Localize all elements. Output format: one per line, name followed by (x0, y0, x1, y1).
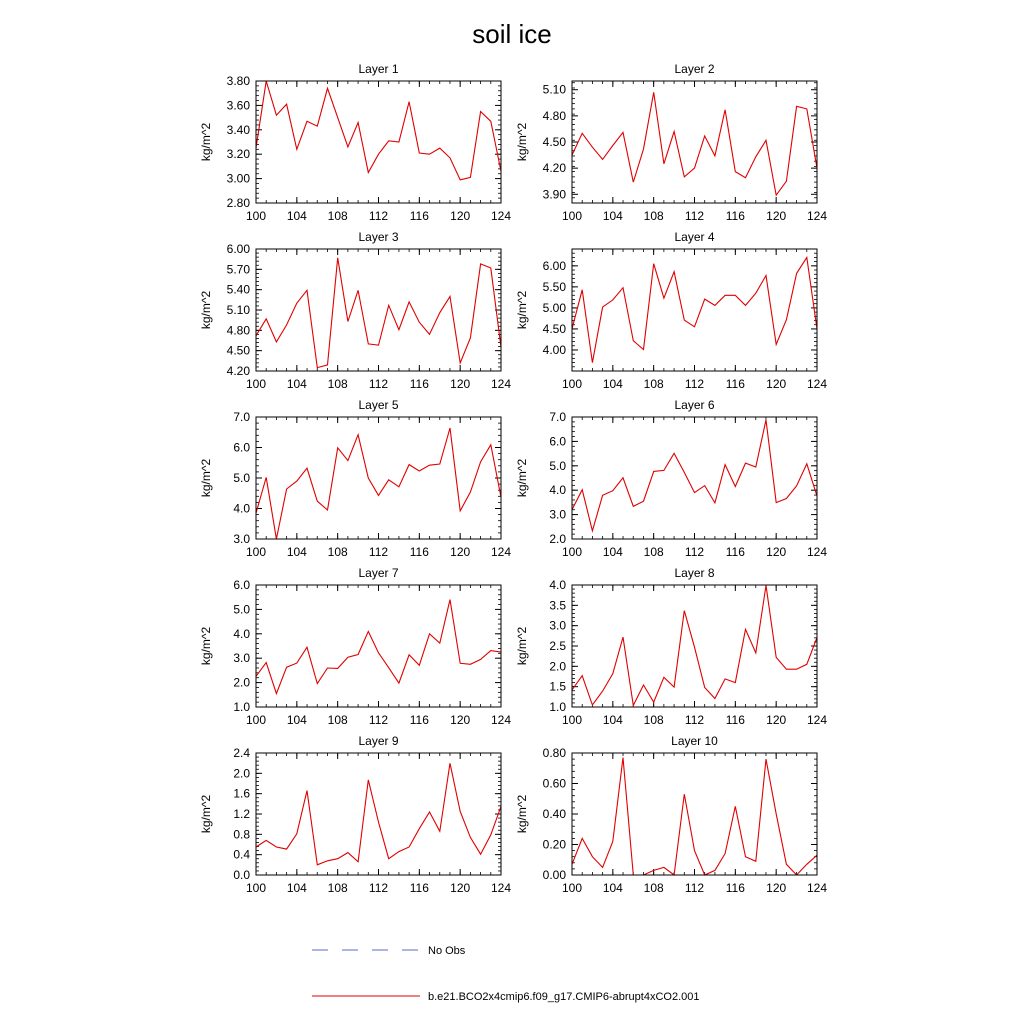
panel-2 (515, 62, 827, 223)
x-tick-label: 104 (286, 545, 307, 559)
x-tick-label: 116 (725, 713, 745, 727)
y-tick-label: 1.5 (549, 679, 566, 694)
series-line (572, 420, 817, 531)
panel-title: Layer 10 (671, 734, 718, 748)
plot-frame (256, 753, 501, 875)
panel-title: Layer 6 (674, 398, 715, 412)
panels (199, 62, 827, 895)
legend-label-model: b.e21.BCO2x4cmip6.f09_g17.CMIP6-abrupt4xCO2.001 (428, 991, 700, 1003)
x-tick-label: 108 (327, 209, 348, 223)
y-tick-label: 5.10 (226, 303, 250, 317)
x-tick-label: 116 (409, 377, 429, 391)
y-tick-label: 4.80 (542, 108, 566, 123)
x-tick-label: 116 (725, 377, 745, 391)
panel-title: Layer 4 (674, 230, 715, 244)
y-tick-label: 3.60 (226, 98, 250, 113)
x-tick-label: 104 (602, 209, 623, 223)
x-tick-label: 124 (806, 713, 828, 727)
y-tick-label: 2.0 (233, 766, 250, 781)
plot-frame (572, 81, 817, 203)
x-tick-label: 116 (409, 713, 429, 727)
legend (312, 945, 700, 1003)
series-line (572, 585, 817, 705)
plot-frame (256, 81, 501, 203)
x-tick-label: 124 (806, 881, 828, 895)
x-tick-label: 108 (643, 377, 664, 391)
panel-5 (199, 398, 511, 559)
x-tick-label: 120 (450, 545, 471, 559)
x-tick-label: 108 (643, 881, 664, 895)
series-line (572, 758, 817, 875)
plot-frame (256, 585, 501, 707)
y-tick-label: 3.0 (549, 507, 566, 522)
y-tick-label: 5.70 (226, 262, 250, 277)
y-axis-label: kg/m^2 (199, 122, 213, 162)
x-tick-label: 120 (450, 377, 471, 391)
y-axis-label: kg/m^2 (515, 626, 529, 666)
figure-title: soil ice (472, 19, 552, 49)
y-tick-label: 5.0 (549, 458, 566, 473)
series-line (572, 257, 817, 362)
x-tick-label: 112 (368, 881, 389, 895)
y-tick-label: 2.5 (549, 639, 566, 653)
y-tick-label: 6.0 (233, 440, 250, 455)
series-line (256, 428, 501, 539)
y-axis-label: kg/m^2 (515, 290, 529, 330)
x-tick-label: 108 (327, 545, 348, 559)
y-tick-label: 3.20 (226, 147, 250, 162)
y-tick-label: 4.20 (542, 161, 566, 176)
y-tick-label: 3.40 (226, 122, 250, 137)
y-tick-label: 3.0 (549, 618, 566, 633)
x-tick-label: 100 (561, 377, 583, 391)
x-tick-label: 112 (684, 881, 705, 895)
x-tick-label: 104 (602, 713, 623, 727)
y-axis-label: kg/m^2 (199, 794, 213, 834)
y-tick-label: 1.0 (549, 700, 566, 714)
y-tick-label: 2.0 (233, 675, 250, 690)
x-tick-label: 112 (368, 209, 389, 223)
y-tick-label: 0.80 (542, 746, 566, 760)
x-tick-label: 116 (409, 545, 429, 559)
y-tick-label: 6.0 (233, 578, 250, 592)
x-tick-label: 104 (602, 545, 623, 559)
y-tick-label: 3.0 (233, 651, 250, 666)
x-tick-label: 112 (684, 209, 705, 223)
x-tick-label: 120 (450, 713, 471, 727)
x-tick-label: 124 (490, 713, 512, 727)
x-tick-label: 100 (245, 713, 267, 727)
x-tick-label: 108 (643, 713, 664, 727)
x-tick-label: 100 (245, 209, 267, 223)
x-tick-label: 124 (490, 377, 512, 391)
x-tick-label: 120 (766, 713, 787, 727)
y-tick-label: 5.0 (233, 471, 250, 485)
y-tick-label: 4.20 (226, 364, 250, 378)
y-tick-label: 4.80 (226, 323, 250, 338)
y-tick-label: 2.4 (233, 746, 250, 760)
y-tick-label: 0.00 (542, 868, 566, 882)
x-tick-label: 116 (409, 881, 429, 895)
y-tick-label: 5.50 (542, 279, 566, 294)
panel-1 (199, 62, 511, 223)
y-tick-label: 5.40 (226, 282, 250, 297)
y-tick-label: 3.80 (226, 74, 250, 88)
y-tick-label: 1.0 (233, 700, 250, 714)
y-tick-label: 1.2 (233, 807, 250, 821)
y-axis-label: kg/m^2 (199, 458, 213, 498)
x-tick-label: 112 (368, 545, 389, 559)
plot-frame (572, 249, 817, 371)
x-tick-label: 100 (561, 881, 583, 895)
y-tick-label: 4.50 (542, 135, 566, 149)
x-tick-label: 104 (286, 209, 307, 223)
y-axis-label: kg/m^2 (199, 626, 213, 666)
x-tick-label: 100 (245, 545, 267, 559)
x-tick-label: 120 (766, 377, 787, 391)
y-tick-label: 4.50 (542, 321, 566, 336)
y-tick-label: 7.0 (549, 410, 566, 424)
y-tick-label: 2.0 (549, 659, 566, 674)
y-tick-label: 4.0 (549, 483, 566, 498)
y-tick-label: 0.60 (542, 776, 566, 791)
x-tick-label: 104 (286, 377, 307, 391)
x-tick-label: 120 (766, 209, 787, 223)
panel-title: Layer 1 (358, 62, 399, 76)
x-tick-label: 100 (245, 881, 267, 895)
y-tick-label: 0.20 (542, 837, 566, 852)
panel-9 (199, 734, 511, 895)
legend-label-no-obs: No Obs (428, 945, 466, 957)
x-tick-label: 112 (368, 713, 389, 727)
plot-frame (572, 753, 817, 875)
x-tick-label: 112 (684, 713, 705, 727)
x-tick-label: 108 (327, 881, 348, 895)
panel-title: Layer 9 (358, 734, 399, 748)
y-tick-label: 7.0 (233, 410, 250, 424)
x-tick-label: 120 (450, 881, 471, 895)
panel-title: Layer 3 (358, 230, 399, 244)
panel-3 (199, 230, 511, 391)
x-tick-label: 100 (561, 209, 583, 223)
series-line (256, 81, 501, 180)
x-tick-label: 112 (368, 377, 389, 391)
x-tick-label: 124 (490, 545, 512, 559)
plot-frame (572, 417, 817, 539)
y-tick-label: 0.4 (233, 847, 250, 862)
x-tick-label: 120 (450, 209, 471, 223)
y-axis-label: kg/m^2 (515, 794, 529, 834)
y-tick-label: 4.50 (226, 343, 250, 358)
x-tick-label: 100 (561, 713, 583, 727)
y-axis-label: kg/m^2 (515, 458, 529, 498)
y-tick-label: 5.0 (233, 602, 250, 617)
y-tick-label: 4.0 (549, 578, 566, 592)
x-tick-label: 120 (766, 881, 787, 895)
x-tick-label: 116 (725, 545, 745, 559)
x-tick-label: 104 (602, 881, 623, 895)
y-axis-label: kg/m^2 (515, 122, 529, 162)
series-line (256, 258, 501, 368)
y-tick-label: 0.8 (233, 827, 250, 842)
panel-6 (515, 398, 827, 559)
y-tick-label: 3.0 (233, 532, 250, 546)
panel-title: Layer 2 (674, 62, 715, 76)
y-axis-label: kg/m^2 (199, 290, 213, 330)
x-tick-label: 116 (725, 209, 745, 223)
x-tick-label: 108 (327, 713, 348, 727)
x-tick-label: 124 (490, 881, 512, 895)
y-tick-label: 3.00 (226, 171, 250, 186)
y-tick-label: 3.90 (542, 187, 566, 202)
panel-7 (199, 566, 511, 727)
x-tick-label: 120 (766, 545, 787, 559)
plot-frame (256, 417, 501, 539)
y-tick-label: 0.40 (542, 807, 566, 821)
x-tick-label: 104 (286, 881, 307, 895)
x-tick-label: 104 (602, 377, 623, 391)
x-tick-label: 116 (409, 209, 429, 223)
series-line (256, 763, 501, 865)
x-tick-label: 100 (245, 377, 267, 391)
x-tick-label: 124 (490, 209, 512, 223)
y-tick-label: 2.80 (226, 196, 250, 210)
x-tick-label: 112 (684, 545, 705, 559)
panel-4 (515, 230, 827, 391)
x-tick-label: 104 (286, 713, 307, 727)
x-tick-label: 112 (684, 377, 705, 391)
y-tick-label: 4.0 (233, 626, 250, 641)
y-tick-label: 3.5 (549, 598, 566, 613)
y-tick-label: 5.00 (542, 300, 566, 315)
x-tick-label: 108 (643, 209, 664, 223)
y-tick-label: 6.00 (226, 242, 250, 256)
y-tick-label: 6.00 (542, 258, 566, 273)
y-tick-label: 6.0 (549, 434, 566, 449)
y-tick-label: 0.0 (233, 868, 250, 882)
panel-10 (515, 734, 827, 895)
x-tick-label: 100 (561, 545, 583, 559)
x-tick-label: 124 (806, 209, 828, 223)
panel-title: Layer 7 (358, 566, 399, 580)
x-tick-label: 124 (806, 377, 828, 391)
series-line (256, 600, 501, 694)
y-tick-label: 1.6 (233, 786, 250, 801)
panel-8 (515, 566, 827, 727)
panel-title: Layer 8 (674, 566, 715, 580)
y-tick-label: 4.00 (542, 342, 566, 357)
y-tick-label: 5.10 (542, 82, 566, 97)
series-line (572, 92, 817, 195)
y-tick-label: 4.0 (233, 501, 250, 516)
x-tick-label: 116 (725, 881, 745, 895)
panel-title: Layer 5 (358, 398, 399, 412)
x-tick-label: 124 (806, 545, 828, 559)
y-tick-label: 2.0 (549, 532, 566, 546)
x-tick-label: 108 (643, 545, 664, 559)
x-tick-label: 108 (327, 377, 348, 391)
